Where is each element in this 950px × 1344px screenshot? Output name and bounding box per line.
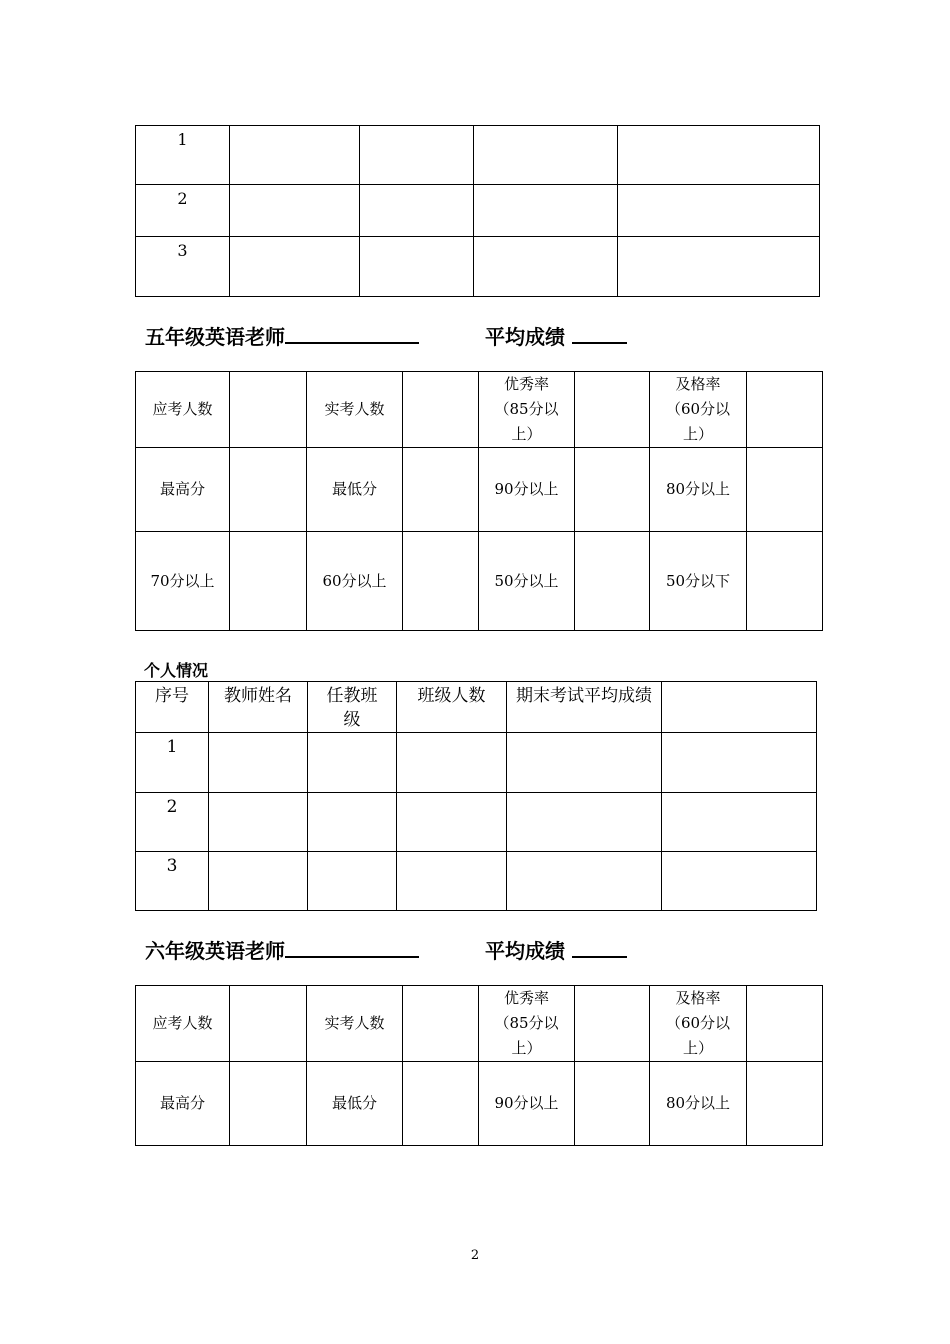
- table-cell: 最高分: [136, 448, 230, 532]
- table-cell[interactable]: [230, 1062, 307, 1146]
- header-cell: 任教班级: [308, 682, 397, 733]
- table-cell: 最高分: [136, 1062, 230, 1146]
- table-cell[interactable]: [575, 372, 650, 448]
- table-cell: 80分以上: [650, 448, 747, 532]
- table-cell[interactable]: [403, 448, 479, 532]
- table-cell[interactable]: [230, 237, 360, 297]
- table-cell[interactable]: [397, 733, 507, 793]
- table-cell: 应考人数: [136, 372, 230, 448]
- header-cell: [662, 682, 817, 733]
- table-cell[interactable]: [662, 793, 817, 852]
- table-cell[interactable]: [618, 126, 820, 185]
- table-cell[interactable]: [209, 733, 308, 793]
- personal-section-title: 个人情况: [144, 661, 209, 680]
- table-cell[interactable]: [360, 185, 474, 237]
- table-cell: 2: [136, 185, 230, 237]
- grade6-avg-label: 平均成绩: [485, 939, 565, 963]
- table-cell[interactable]: [474, 126, 618, 185]
- table-cell: 60分以上: [307, 532, 403, 631]
- table-cell[interactable]: [403, 986, 479, 1062]
- table-cell[interactable]: [747, 448, 823, 532]
- grade5-heading: [145, 321, 565, 350]
- table-cell[interactable]: [747, 372, 823, 448]
- header-cell: 班级人数: [397, 682, 507, 733]
- personal-table-continued: [135, 125, 820, 297]
- header-cell: 教师姓名: [209, 682, 308, 733]
- table-cell[interactable]: [618, 185, 820, 237]
- table-cell[interactable]: [575, 986, 650, 1062]
- table-cell: 优秀率（85分以上）: [479, 986, 575, 1062]
- table-cell[interactable]: [474, 237, 618, 297]
- table-cell: 90分以上: [479, 448, 575, 532]
- table-cell: 3: [136, 237, 230, 297]
- table-cell: 实考人数: [307, 986, 403, 1062]
- table-cell: 2: [136, 793, 209, 852]
- table-cell[interactable]: [308, 793, 397, 852]
- table-cell[interactable]: [230, 185, 360, 237]
- page-number: 2: [470, 1248, 480, 1263]
- grade6-average: [485, 935, 627, 964]
- table-cell[interactable]: [403, 532, 479, 631]
- table-cell[interactable]: [662, 852, 817, 911]
- table-cell[interactable]: [397, 852, 507, 911]
- grade5-avg-blank[interactable]: [572, 324, 627, 344]
- table-cell[interactable]: [507, 733, 662, 793]
- table-cell[interactable]: [209, 852, 308, 911]
- table-cell: 最低分: [307, 1062, 403, 1146]
- grade5-stats-table: [135, 371, 823, 631]
- grade6-teacher-blank[interactable]: [285, 938, 419, 958]
- table-cell[interactable]: [747, 532, 823, 631]
- table-cell[interactable]: [403, 1062, 479, 1146]
- table-cell: 50分以下: [650, 532, 747, 631]
- table-cell: 50分以上: [479, 532, 575, 631]
- table-cell[interactable]: [209, 793, 308, 852]
- table-cell[interactable]: [662, 733, 817, 793]
- table-cell: 90分以上: [479, 1062, 575, 1146]
- table-cell[interactable]: [575, 532, 650, 631]
- table-cell[interactable]: [308, 852, 397, 911]
- table-cell: 及格率（60分以上）: [650, 986, 747, 1062]
- table-cell[interactable]: [360, 126, 474, 185]
- table-cell[interactable]: [230, 126, 360, 185]
- table-cell: 1: [136, 126, 230, 185]
- table-cell: 优秀率（85分以上）: [479, 372, 575, 448]
- table-cell[interactable]: [230, 986, 307, 1062]
- personal-table: [135, 681, 817, 911]
- grade5-teacher-label: 五年级英语老师: [145, 325, 285, 349]
- header-cell: 期末考试平均成绩: [507, 682, 662, 733]
- table-cell: 70分以上: [136, 532, 230, 631]
- grade6-teacher-label: 六年级英语老师: [145, 939, 285, 963]
- table-cell[interactable]: [618, 237, 820, 297]
- grade6-heading: [145, 935, 565, 964]
- table-cell[interactable]: [747, 986, 823, 1062]
- grade5-avg-label: 平均成绩: [485, 325, 565, 349]
- table-cell[interactable]: [230, 372, 307, 448]
- table-cell[interactable]: [230, 532, 307, 631]
- table-cell[interactable]: [308, 733, 397, 793]
- table-cell[interactable]: [474, 185, 618, 237]
- table-cell[interactable]: [403, 372, 479, 448]
- table-cell: 应考人数: [136, 986, 230, 1062]
- grade6-avg-blank[interactable]: [572, 938, 627, 958]
- table-cell[interactable]: [507, 852, 662, 911]
- table-cell[interactable]: [575, 448, 650, 532]
- table-cell[interactable]: [747, 1062, 823, 1146]
- grade5-teacher-blank[interactable]: [285, 324, 419, 344]
- table-cell[interactable]: [230, 448, 307, 532]
- table-cell[interactable]: [575, 1062, 650, 1146]
- table-cell: 最低分: [307, 448, 403, 532]
- header-cell: 序号: [136, 682, 209, 733]
- table-cell[interactable]: [360, 237, 474, 297]
- table-cell: 3: [136, 852, 209, 911]
- table-cell[interactable]: [397, 793, 507, 852]
- table-cell: 1: [136, 733, 209, 793]
- table-cell: 及格率（60分以上）: [650, 372, 747, 448]
- table-cell: 80分以上: [650, 1062, 747, 1146]
- table-cell: 实考人数: [307, 372, 403, 448]
- grade5-average: [485, 321, 627, 350]
- table-cell[interactable]: [507, 793, 662, 852]
- grade6-stats-table: [135, 985, 823, 1146]
